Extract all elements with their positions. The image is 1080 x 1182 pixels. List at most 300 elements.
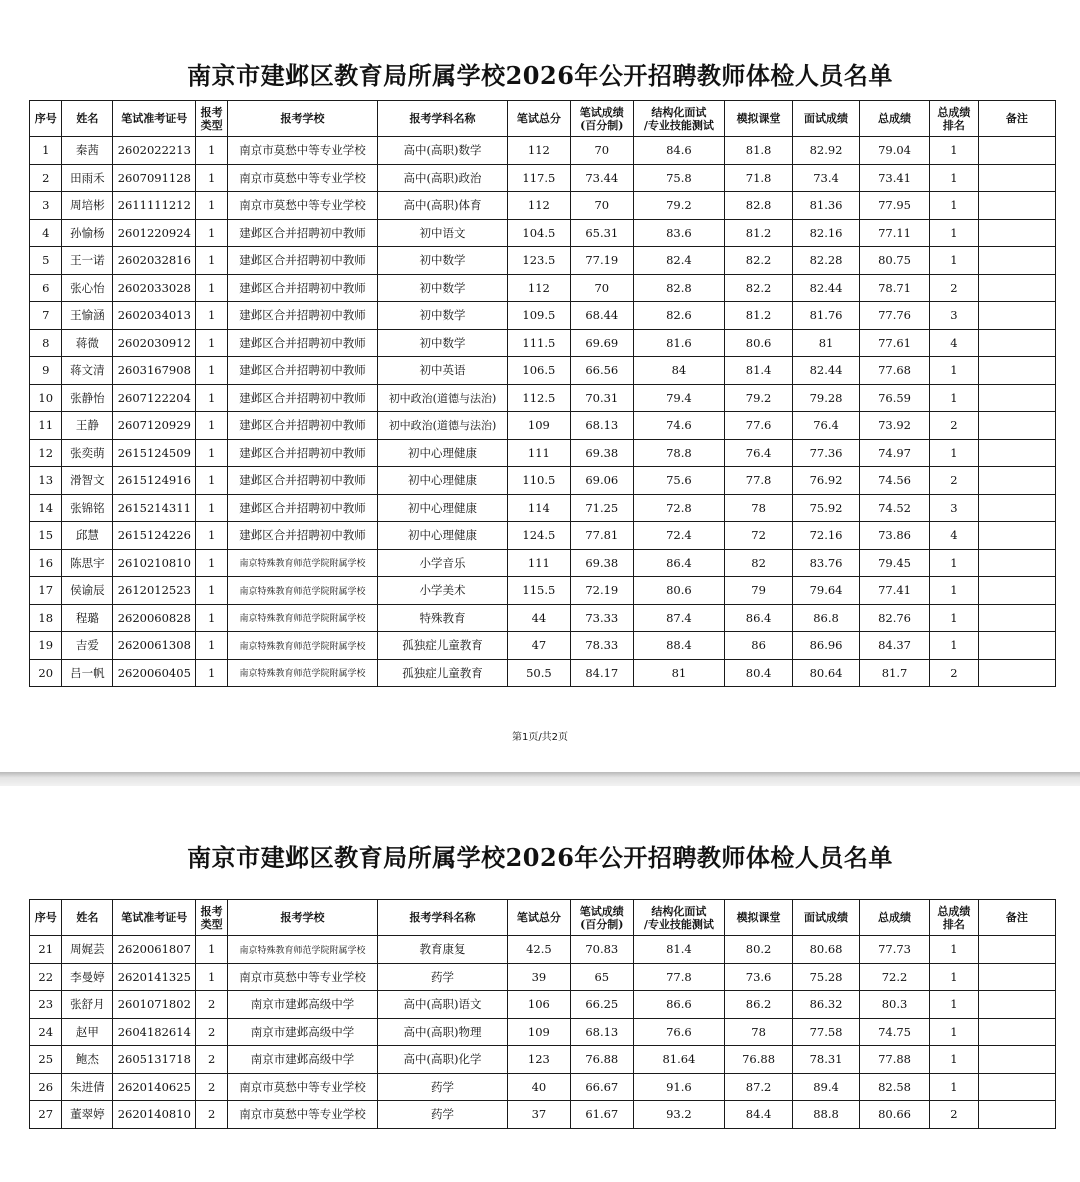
cell-subject: 初中政治(道德与法治) <box>378 384 508 412</box>
cell-rank: 2 <box>930 1101 979 1129</box>
cell-rank: 1 <box>930 1073 979 1101</box>
cell-exam-id: 2620141325 <box>113 963 196 991</box>
table-header-row <box>30 101 1056 137</box>
cell-seq: 9 <box>30 357 62 385</box>
cell-school: 南京市建邺高级中学 <box>227 1018 377 1046</box>
cell-name: 吕一帆 <box>62 659 113 687</box>
cell-interview-score: 81 <box>793 329 860 357</box>
cell-exam-id: 2620060828 <box>113 604 196 632</box>
cell-rank: 1 <box>930 1046 979 1074</box>
cell-mock-class: 76.4 <box>725 439 793 467</box>
cell-remark <box>978 549 1055 577</box>
header-exam-id: 笔试准考证号 <box>113 900 196 936</box>
cell-seq: 20 <box>30 659 62 687</box>
cell-apply-type: 1 <box>196 467 227 495</box>
cell-mock-class: 80.2 <box>725 936 793 964</box>
document-page-2 <box>0 786 1080 1182</box>
cell-remark <box>978 632 1055 660</box>
cell-seq: 3 <box>30 192 62 220</box>
cell-interview: 82.4 <box>633 247 724 275</box>
cell-subject: 小学美术 <box>378 577 508 605</box>
cell-written-total: 104.5 <box>507 219 570 247</box>
cell-interview: 88.4 <box>633 632 724 660</box>
table-row <box>30 247 1056 275</box>
cell-name: 张静怡 <box>62 384 113 412</box>
cell-rank: 1 <box>930 137 979 165</box>
cell-total-score: 80.75 <box>860 247 930 275</box>
cell-seq: 23 <box>30 991 62 1019</box>
cell-written-total: 111 <box>507 439 570 467</box>
cell-exam-id: 2610210810 <box>113 549 196 577</box>
cell-written-score: 70 <box>570 192 633 220</box>
cell-total-score: 76.59 <box>860 384 930 412</box>
cell-interview-score: 75.28 <box>793 963 860 991</box>
cell-exam-id: 2607091128 <box>113 164 196 192</box>
cell-apply-type: 2 <box>196 991 227 1019</box>
cell-seq: 19 <box>30 632 62 660</box>
cell-total-score: 73.86 <box>860 522 930 550</box>
cell-apply-type: 1 <box>196 522 227 550</box>
page-separator <box>0 772 1080 786</box>
cell-remark <box>978 494 1055 522</box>
cell-seq: 21 <box>30 936 62 964</box>
cell-written-total: 123 <box>507 1046 570 1074</box>
cell-school: 建邺区合并招聘初中教师 <box>227 302 377 330</box>
cell-interview: 84.6 <box>633 137 724 165</box>
cell-total-score: 82.76 <box>860 604 930 632</box>
cell-written-total: 39 <box>507 963 570 991</box>
cell-school: 南京特殊教育师范学院附属学校 <box>227 659 377 687</box>
cell-rank: 2 <box>930 274 979 302</box>
cell-written-score: 70.31 <box>570 384 633 412</box>
cell-subject: 初中心理健康 <box>378 439 508 467</box>
cell-exam-id: 2603167908 <box>113 357 196 385</box>
header-written-total: 笔试总分 <box>507 900 570 936</box>
header-interview-score: 面试成绩 <box>793 101 860 137</box>
cell-seq: 8 <box>30 329 62 357</box>
cell-exam-id: 2620140810 <box>113 1101 196 1129</box>
cell-seq: 26 <box>30 1073 62 1101</box>
cell-total-score: 73.41 <box>860 164 930 192</box>
cell-subject: 初中语文 <box>378 219 508 247</box>
cell-mock-class: 80.6 <box>725 329 793 357</box>
cell-seq: 7 <box>30 302 62 330</box>
cell-school: 南京市建邺高级中学 <box>227 991 377 1019</box>
cell-subject: 特殊教育 <box>378 604 508 632</box>
cell-interview-score: 86.8 <box>793 604 860 632</box>
table-row <box>30 1073 1056 1101</box>
cell-apply-type: 1 <box>196 192 227 220</box>
cell-written-score: 68.44 <box>570 302 633 330</box>
cell-apply-type: 1 <box>196 219 227 247</box>
cell-rank: 1 <box>930 164 979 192</box>
cell-written-total: 110.5 <box>507 467 570 495</box>
cell-remark <box>978 274 1055 302</box>
cell-interview-score: 73.4 <box>793 164 860 192</box>
cell-written-score: 66.67 <box>570 1073 633 1101</box>
cell-interview-score: 80.64 <box>793 659 860 687</box>
table-row <box>30 936 1056 964</box>
cell-apply-type: 1 <box>196 247 227 275</box>
cell-subject: 药学 <box>378 1101 508 1129</box>
cell-remark <box>978 467 1055 495</box>
cell-remark <box>978 412 1055 440</box>
cell-remark <box>978 164 1055 192</box>
table-row <box>30 632 1056 660</box>
cell-interview-score: 82.16 <box>793 219 860 247</box>
cell-name: 张锦铭 <box>62 494 113 522</box>
cell-subject: 小学音乐 <box>378 549 508 577</box>
cell-name: 赵甲 <box>62 1018 113 1046</box>
cell-name: 邱慧 <box>62 522 113 550</box>
cell-interview: 79.4 <box>633 384 724 412</box>
cell-interview: 81 <box>633 659 724 687</box>
cell-name: 周培彬 <box>62 192 113 220</box>
cell-written-total: 109.5 <box>507 302 570 330</box>
cell-interview-score: 79.64 <box>793 577 860 605</box>
cell-written-total: 106.5 <box>507 357 570 385</box>
cell-written-score: 68.13 <box>570 412 633 440</box>
cell-interview-score: 77.36 <box>793 439 860 467</box>
cell-interview: 76.6 <box>633 1018 724 1046</box>
page-title: 南京市建邺区教育局所属学校2026年公开招聘教师体检人员名单 <box>187 61 893 90</box>
cell-exam-id: 2601071802 <box>113 991 196 1019</box>
cell-school: 南京市莫愁中等专业学校 <box>227 963 377 991</box>
cell-total-score: 84.37 <box>860 632 930 660</box>
cell-interview-score: 81.76 <box>793 302 860 330</box>
header-name: 姓名 <box>62 900 113 936</box>
cell-exam-id: 2602034013 <box>113 302 196 330</box>
table-header-row <box>30 900 1056 936</box>
cell-mock-class: 78 <box>725 494 793 522</box>
cell-rank: 1 <box>930 604 979 632</box>
cell-remark <box>978 302 1055 330</box>
cell-subject: 高中(高职)体育 <box>378 192 508 220</box>
header-interview-score: 面试成绩 <box>793 900 860 936</box>
cell-written-score: 71.25 <box>570 494 633 522</box>
cell-name: 王静 <box>62 412 113 440</box>
cell-mock-class: 82 <box>725 549 793 577</box>
cell-interview: 82.6 <box>633 302 724 330</box>
cell-subject: 初中心理健康 <box>378 467 508 495</box>
cell-mock-class: 82.8 <box>725 192 793 220</box>
cell-seq: 11 <box>30 412 62 440</box>
cell-exam-id: 2620140625 <box>113 1073 196 1101</box>
cell-subject: 药学 <box>378 1073 508 1101</box>
cell-mock-class: 86.2 <box>725 991 793 1019</box>
cell-subject: 孤独症儿童教育 <box>378 632 508 660</box>
header-written-total: 笔试总分 <box>507 101 570 137</box>
cell-seq: 6 <box>30 274 62 302</box>
cell-name: 董翠婷 <box>62 1101 113 1129</box>
cell-mock-class: 79.2 <box>725 384 793 412</box>
table-row <box>30 329 1056 357</box>
header-rank: 总成绩 排名 <box>930 900 979 936</box>
header-total-score: 总成绩 <box>860 101 930 137</box>
header-subject: 报考学科名称 <box>378 101 508 137</box>
table-row <box>30 659 1056 687</box>
cell-seq: 25 <box>30 1046 62 1074</box>
header-subject: 报考学科名称 <box>378 900 508 936</box>
cell-apply-type: 1 <box>196 439 227 467</box>
header-school: 报考学校 <box>227 101 377 137</box>
cell-school: 南京特殊教育师范学院附属学校 <box>227 604 377 632</box>
cell-name: 王一诺 <box>62 247 113 275</box>
cell-name: 李曼婷 <box>62 963 113 991</box>
cell-school: 南京特殊教育师范学院附属学校 <box>227 632 377 660</box>
table-row <box>30 302 1056 330</box>
cell-exam-id: 2602032816 <box>113 247 196 275</box>
header-school: 报考学校 <box>227 900 377 936</box>
cell-mock-class: 81.2 <box>725 302 793 330</box>
table-row <box>30 219 1056 247</box>
cell-rank: 4 <box>930 522 979 550</box>
cell-interview-score: 89.4 <box>793 1073 860 1101</box>
cell-mock-class: 76.88 <box>725 1046 793 1074</box>
cell-apply-type: 2 <box>196 1101 227 1129</box>
cell-school: 南京市莫愁中等专业学校 <box>227 1101 377 1129</box>
cell-mock-class: 72 <box>725 522 793 550</box>
cell-mock-class: 81.2 <box>725 219 793 247</box>
cell-total-score: 80.66 <box>860 1101 930 1129</box>
cell-exam-id: 2615124509 <box>113 439 196 467</box>
cell-apply-type: 1 <box>196 577 227 605</box>
cell-school: 建邺区合并招聘初中教师 <box>227 357 377 385</box>
cell-written-score: 72.19 <box>570 577 633 605</box>
page-title: 南京市建邺区教育局所属学校2026年公开招聘教师体检人员名单 <box>187 843 893 872</box>
cell-written-total: 114 <box>507 494 570 522</box>
cell-apply-type: 1 <box>196 164 227 192</box>
table-row <box>30 384 1056 412</box>
cell-name: 侯谕辰 <box>62 577 113 605</box>
cell-subject: 高中(高职)数学 <box>378 137 508 165</box>
cell-total-score: 77.41 <box>860 577 930 605</box>
cell-written-score: 73.44 <box>570 164 633 192</box>
cell-interview-score: 88.8 <box>793 1101 860 1129</box>
cell-written-score: 66.25 <box>570 991 633 1019</box>
cell-rank: 1 <box>930 192 979 220</box>
cell-remark <box>978 963 1055 991</box>
cell-written-total: 112 <box>507 192 570 220</box>
cell-mock-class: 80.4 <box>725 659 793 687</box>
table-row <box>30 192 1056 220</box>
header-mock-class: 模拟课堂 <box>725 900 793 936</box>
cell-apply-type: 2 <box>196 1046 227 1074</box>
cell-subject: 初中心理健康 <box>378 522 508 550</box>
cell-apply-type: 1 <box>196 494 227 522</box>
cell-interview-score: 82.44 <box>793 274 860 302</box>
cell-school: 南京市莫愁中等专业学校 <box>227 1073 377 1101</box>
cell-name: 张心怡 <box>62 274 113 302</box>
cell-subject: 初中数学 <box>378 302 508 330</box>
cell-interview: 86.4 <box>633 549 724 577</box>
cell-interview: 80.6 <box>633 577 724 605</box>
table-row <box>30 604 1056 632</box>
table-row <box>30 549 1056 577</box>
cell-name: 秦茜 <box>62 137 113 165</box>
cell-school: 建邺区合并招聘初中教师 <box>227 219 377 247</box>
cell-apply-type: 2 <box>196 1018 227 1046</box>
cell-rank: 1 <box>930 963 979 991</box>
cell-school: 建邺区合并招聘初中教师 <box>227 329 377 357</box>
cell-interview-score: 82.28 <box>793 247 860 275</box>
cell-mock-class: 82.2 <box>725 247 793 275</box>
cell-written-score: 61.67 <box>570 1101 633 1129</box>
cell-interview-score: 81.36 <box>793 192 860 220</box>
cell-interview: 86.6 <box>633 991 724 1019</box>
cell-total-score: 74.97 <box>860 439 930 467</box>
cell-apply-type: 1 <box>196 412 227 440</box>
cell-total-score: 79.04 <box>860 137 930 165</box>
cell-name: 蒋微 <box>62 329 113 357</box>
header-written-score: 笔试成绩 (百分制) <box>570 900 633 936</box>
cell-interview-score: 86.32 <box>793 991 860 1019</box>
cell-written-total: 115.5 <box>507 577 570 605</box>
cell-remark <box>978 1046 1055 1074</box>
cell-seq: 17 <box>30 577 62 605</box>
table-row <box>30 164 1056 192</box>
cell-interview: 79.2 <box>633 192 724 220</box>
cell-apply-type: 1 <box>196 604 227 632</box>
cell-remark <box>978 192 1055 220</box>
header-remark: 备注 <box>978 900 1055 936</box>
cell-apply-type: 1 <box>196 302 227 330</box>
cell-subject: 初中数学 <box>378 247 508 275</box>
cell-mock-class: 86 <box>725 632 793 660</box>
cell-interview: 77.8 <box>633 963 724 991</box>
cell-total-score: 77.88 <box>860 1046 930 1074</box>
cell-seq: 13 <box>30 467 62 495</box>
table-row <box>30 274 1056 302</box>
cell-apply-type: 2 <box>196 1073 227 1101</box>
cell-total-score: 74.56 <box>860 467 930 495</box>
cell-name: 滑智文 <box>62 467 113 495</box>
cell-subject: 药学 <box>378 963 508 991</box>
cell-subject: 初中政治(道德与法治) <box>378 412 508 440</box>
cell-name: 孙愉杨 <box>62 219 113 247</box>
cell-school: 南京特殊教育师范学院附属学校 <box>227 549 377 577</box>
cell-subject: 高中(高职)化学 <box>378 1046 508 1074</box>
table-row <box>30 522 1056 550</box>
cell-rank: 1 <box>930 384 979 412</box>
cell-apply-type: 1 <box>196 329 227 357</box>
cell-interview-score: 75.92 <box>793 494 860 522</box>
cell-seq: 15 <box>30 522 62 550</box>
cell-written-score: 69.38 <box>570 549 633 577</box>
cell-seq: 1 <box>30 137 62 165</box>
cell-interview: 78.8 <box>633 439 724 467</box>
cell-rank: 1 <box>930 936 979 964</box>
cell-school: 南京特殊教育师范学院附属学校 <box>227 577 377 605</box>
cell-apply-type: 1 <box>196 549 227 577</box>
cell-exam-id: 2615124226 <box>113 522 196 550</box>
table-row <box>30 963 1056 991</box>
cell-mock-class: 77.8 <box>725 467 793 495</box>
cell-total-score: 77.11 <box>860 219 930 247</box>
cell-written-total: 47 <box>507 632 570 660</box>
cell-exam-id: 2615214311 <box>113 494 196 522</box>
cell-written-score: 76.88 <box>570 1046 633 1074</box>
cell-written-score: 73.33 <box>570 604 633 632</box>
cell-apply-type: 1 <box>196 137 227 165</box>
cell-remark <box>978 991 1055 1019</box>
cell-name: 王愉涵 <box>62 302 113 330</box>
table-row <box>30 494 1056 522</box>
cell-exam-id: 2601220924 <box>113 219 196 247</box>
table-row <box>30 137 1056 165</box>
cell-total-score: 78.71 <box>860 274 930 302</box>
cell-school: 南京市莫愁中等专业学校 <box>227 137 377 165</box>
table-body <box>30 936 1056 1129</box>
exam-roster-table <box>29 100 1056 687</box>
cell-written-score: 68.13 <box>570 1018 633 1046</box>
cell-rank: 1 <box>930 577 979 605</box>
cell-name: 田雨禾 <box>62 164 113 192</box>
cell-exam-id: 2602033028 <box>113 274 196 302</box>
header-interview: 结构化面试 /专业技能测试 <box>633 101 724 137</box>
cell-interview-score: 78.31 <box>793 1046 860 1074</box>
cell-interview: 93.2 <box>633 1101 724 1129</box>
cell-exam-id: 2607122204 <box>113 384 196 412</box>
cell-mock-class: 73.6 <box>725 963 793 991</box>
cell-written-score: 70 <box>570 137 633 165</box>
header-apply-type: 报考 类型 <box>196 101 227 137</box>
cell-subject: 高中(高职)政治 <box>378 164 508 192</box>
cell-exam-id: 2605131718 <box>113 1046 196 1074</box>
cell-interview-score: 76.4 <box>793 412 860 440</box>
cell-written-total: 40 <box>507 1073 570 1101</box>
cell-written-total: 109 <box>507 1018 570 1046</box>
header-seq: 序号 <box>30 900 62 936</box>
cell-interview: 87.4 <box>633 604 724 632</box>
cell-school: 建邺区合并招聘初中教师 <box>227 494 377 522</box>
cell-school: 建邺区合并招聘初中教师 <box>227 384 377 412</box>
cell-seq: 12 <box>30 439 62 467</box>
cell-interview-score: 83.76 <box>793 549 860 577</box>
cell-written-score: 69.06 <box>570 467 633 495</box>
cell-interview: 81.6 <box>633 329 724 357</box>
cell-written-score: 77.81 <box>570 522 633 550</box>
cell-interview: 91.6 <box>633 1073 724 1101</box>
cell-total-score: 77.76 <box>860 302 930 330</box>
cell-remark <box>978 247 1055 275</box>
cell-written-score: 66.56 <box>570 357 633 385</box>
cell-written-total: 111.5 <box>507 329 570 357</box>
cell-mock-class: 82.2 <box>725 274 793 302</box>
table-row <box>30 1046 1056 1074</box>
cell-name: 周娓芸 <box>62 936 113 964</box>
cell-written-total: 106 <box>507 991 570 1019</box>
table-row <box>30 577 1056 605</box>
cell-interview: 72.8 <box>633 494 724 522</box>
cell-name: 张舒月 <box>62 991 113 1019</box>
cell-rank: 2 <box>930 659 979 687</box>
cell-total-score: 74.52 <box>860 494 930 522</box>
cell-interview-score: 79.28 <box>793 384 860 412</box>
cell-written-total: 50.5 <box>507 659 570 687</box>
cell-school: 南京市建邺高级中学 <box>227 1046 377 1074</box>
cell-subject: 教育康复 <box>378 936 508 964</box>
cell-written-score: 84.17 <box>570 659 633 687</box>
cell-name: 蒋文清 <box>62 357 113 385</box>
cell-rank: 1 <box>930 439 979 467</box>
cell-written-total: 111 <box>507 549 570 577</box>
cell-exam-id: 2602022213 <box>113 137 196 165</box>
cell-exam-id: 2612012523 <box>113 577 196 605</box>
cell-apply-type: 1 <box>196 963 227 991</box>
cell-exam-id: 2607120929 <box>113 412 196 440</box>
cell-apply-type: 1 <box>196 936 227 964</box>
